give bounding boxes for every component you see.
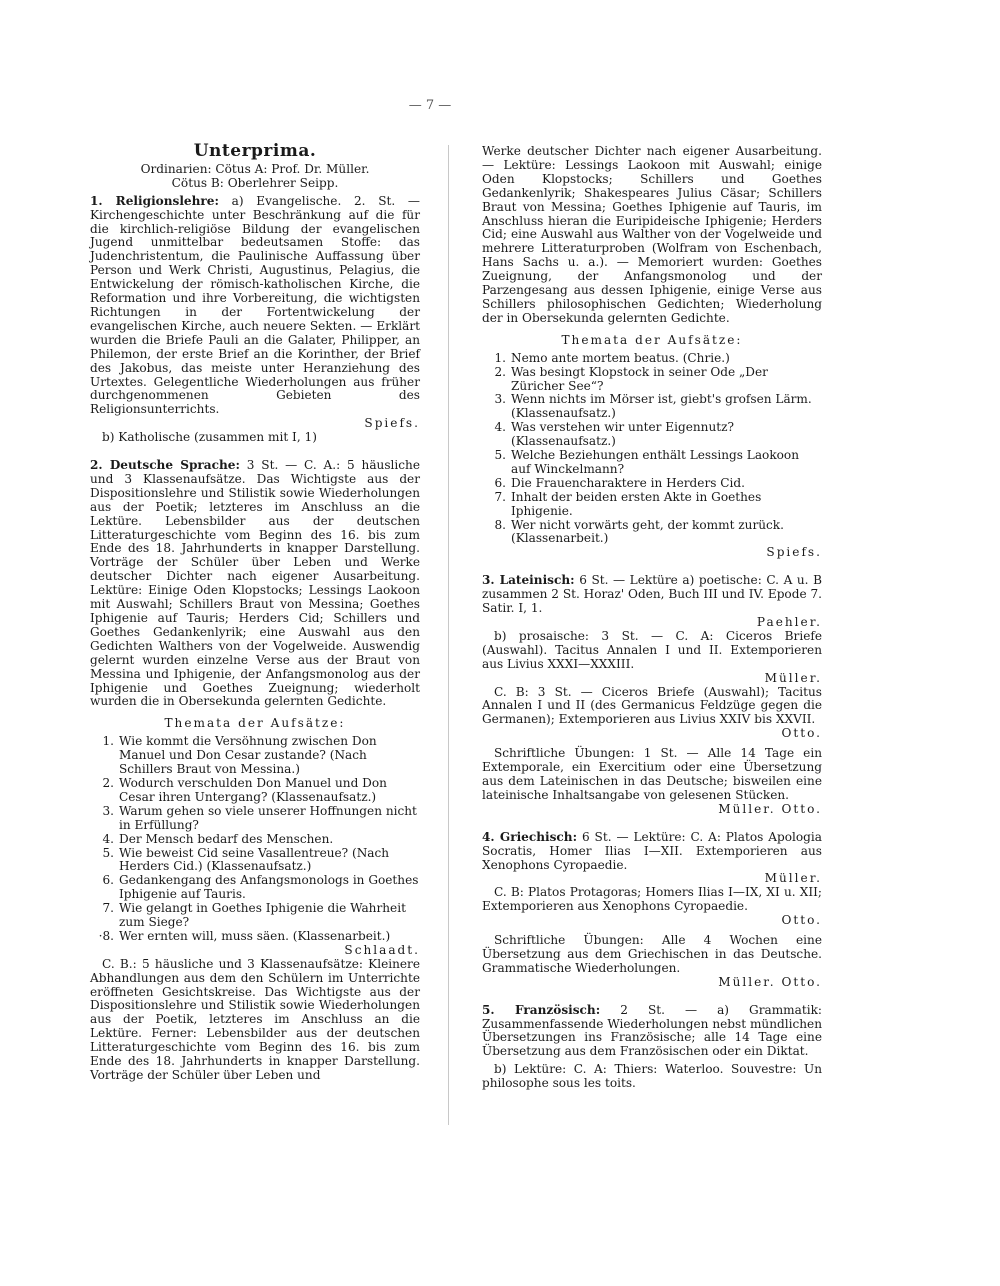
latein-teacher-a: Paehler. — [756, 615, 822, 629]
class-title: Unterprima. — [193, 141, 317, 161]
list-item: 6. Gedankengang des Anfangsmonologs in Goethes Iphigenie auf Tauris. — [102, 873, 419, 902]
religion-heading: 1. Religionslehre: — [90, 193, 219, 208]
list-item: 7. Inhalt der beiden ersten Akte in Goethes Iphigenie. — [494, 489, 762, 518]
griechisch-teacher-schriftlich: Müller. Otto. — [718, 974, 822, 989]
latein-schriftlich: Schriftliche Übungen: 1 St. — Alle 14 Tage ein Extemporale, ein Exercitium oder eine Übersetzung aus dem Lateinischen in das Deutsche; bisweilen eine lateinische Inhaltsangabe von gelesenen Stücken. — [482, 746, 822, 802]
griechisch-teacher-b: Otto. — [781, 913, 822, 928]
griechisch-heading: 4. Griechisch: — [482, 829, 578, 844]
latein-text-b: b) prosaische: 3 St. — C. A: Ciceros Briefe (Auswahl). Tacitus Annalen I und II. Extemporieren aus Livius XXXI—XXXIII. — [482, 628, 822, 671]
latein-teacher-cb: Otto. — [781, 726, 822, 741]
deutsch-paragraph — [90, 459, 420, 709]
deutsch-coetus-b: C. B.: 5 häusliche und 3 Klassenaufsätze: Kleinere Abhandlungen aus dem den Schülern im Unterrichte eröffneten Gesichtskreise. Das Wichtigste aus der Dispositionslehre und Stilistik sowie Wiederholungen aus der Poetik, letzteres im Anschluss an die Lektüre. Ferner: Lebensbilder aus der deutschen Litteraturgeschichte vom Beginn des 16. bis zum Ende des 18. Jahrhunderts in knapper Darstellung. Vorträge der Schüler über Leben und — [90, 956, 420, 1082]
deutsch-continuation: Werke deutscher Dichter nach eigener Ausarbeitung. — Lektüre: Lessings Laokoon mit Auswahl; einige Oden Klopstocks; Schillers und Goethes Gedankenlyrik; Shakespeares Julius Cäsar; Schillers Braut von Messina; Goethes Iphigenie auf Tauris, im Anschluss hieran die Euripideische Iphigenie; Herders Cid; eine Auswahl aus Walther von der Vogelweide und mehrere Litteraturproben (Wolfram von Eschenbach, Hans Sachs u. a.). — Memoriert wurden: Goethes Zueignung, der Anfangsmonolog und der Parzengesang aus dessen Iphigenie, einige Verse aus Schillers philosophischen Gedichten; Wiederholung der in Obersekunda gelernten Gedichte. — [482, 144, 822, 325]
griechisch-text-b: C. B: Platos Protagoras; Homers Ilias I—IX, XI u. XII; Extemporieren aus Xenophons Cyropaedie. — [482, 885, 822, 914]
deutsch-heading: 2. Deutsche Sprache: — [90, 458, 240, 473]
deutsch-themata-title: Themata der Aufsätze: — [164, 716, 346, 731]
list-item: 8. Wer nicht vorwärts geht, der kommt zurück. (Klassenarbeit.) — [494, 517, 784, 546]
list-item: 4. Was verstehen wir unter Eigennutz? (Klassenaufsatz.) — [494, 420, 734, 449]
deutsch-themata-list — [90, 735, 420, 944]
section-religion — [90, 195, 420, 445]
latein-text-cb: C. B: 3 St. — Ciceros Briefe (Auswahl); Tacitus Annalen I und II (des Germanicus Feldzüge gegen die Germanen); Extemporieren aus Livius XXIV bis XXVII. — [482, 684, 822, 727]
franz-text-a: 2 St. — a) Grammatik: Zusammenfassende Wiederholungen nebst mündlichen Übersetzungen ins Französische; alle 14 Tage eine Übersetzung aus dem Französischen oder ein Diktat. — [482, 1002, 822, 1059]
griechisch-paragraph — [482, 831, 822, 873]
list-item: 2. Wodurch verschulden Don Manuel und Don Cesar ihren Untergang? (Klassenaufsatz.) — [102, 775, 387, 804]
section-griechisch — [482, 831, 822, 990]
left-column — [90, 141, 420, 1083]
right-themata-title: Themata der Aufsätze: — [561, 332, 743, 347]
latein-heading: 3. Lateinisch: — [482, 573, 575, 588]
column-divider — [448, 145, 449, 1125]
griechisch-text-a: 6 St. — Lektüre: C. A: Platos Apologia Socratis, Homer Ilias I—XII. Extemporieren aus Xenophons Cyropaedie. — [482, 829, 822, 872]
latein-paragraph — [482, 574, 822, 616]
ordinarien-line: Ordinarien: Cötus A: Prof. Dr. Müller. — [140, 161, 370, 176]
list-item: 2. Was besingt Klopstock in seiner Ode „Der Züricher See“? — [494, 364, 768, 393]
list-item: 5. Wie beweist Cid seine Vasallentreue? (Nach Herders Cid.) (Klassenaufsatz.) — [102, 845, 390, 874]
religion-text: a) Evangelische. 2. St. — Kirchengeschichte unter Beschränkung auf die für die kirchlich-religiöse Bildung der evangelischen Jugend unmittelbar bedeutsamen Stoffe: das Judenchristentum, die Paulinische Auffassung über Person und Werk Christi, Augustinus, Pelagius, die Entwickelung der römisch-katholischen Kirche, die Reformation und ihre Vorbereitung, die wichtigsten Richtungen in der Fortentwickelung der evangelischen Kirche, auch neuere Sekten. — Erklärt wurden die Briefe Pauli an die Galater, Philipper, an Philemon, der erste Brief an die Korinther, der Brief des Jakobus, das meiste unter Heranziehung des Urtextes. Gelegentliche Wiederholungen aus früher durchgenommenen Gebieten des Religionsunterrichts. — [90, 193, 420, 417]
list-item: ·8. Wer ernten will, muss säen. (Klassenarbeit.) — [98, 928, 391, 943]
list-item: 3. Warum gehen so viele unserer Hoffnungen nicht in Erfüllung? — [102, 803, 417, 832]
list-item: 1. Wie kommt die Versöhnung zwischen Don Manuel und Don Cesar zustande? (Nach Schillers Braut von Messina.) — [102, 734, 377, 777]
griechisch-schriftlich: Schriftliche Übungen: Alle 4 Wochen eine Übersetzung aus dem Griechischen in das Deutsche. Grammatische Wiederholungen. — [482, 933, 822, 975]
list-item: 1. Nemo ante mortem beatus. (Chrie.) — [494, 350, 730, 365]
griechisch-teacher-a: Müller. — [764, 871, 822, 886]
section-franzoesisch — [482, 1004, 822, 1091]
coetus-b-line: Cötus B: Oberlehrer Seipp. — [171, 175, 339, 190]
deutsch-teacher: Schlaadt. — [344, 942, 420, 957]
right-themata-teacher: Spiefs. — [766, 545, 822, 560]
religion-paragraph — [90, 195, 420, 418]
franz-heading: 5. Französisch: — [482, 1002, 601, 1017]
list-item: 5. Welche Beziehungen enthält Lessings Laokoon auf Winckelmann? — [494, 448, 799, 476]
franz-paragraph — [482, 1004, 822, 1060]
list-item: 4. Der Mensch bedarf des Menschen. — [102, 831, 334, 846]
list-item: 7. Wie gelangt in Goethes Iphigenie die Wahrheit zum Siege? — [102, 901, 406, 930]
list-item: 6. Die Frauencharaktere in Herders Cid. — [494, 475, 745, 490]
religion-teacher: Spiefs. — [364, 416, 420, 431]
page-number: — 7 — — [408, 98, 452, 113]
list-item: 3. Wenn nichts im Mörser ist, giebt's grofsen Lärm. (Klassenaufsatz.) — [494, 392, 812, 421]
religion-catholic: b) Katholische (zusammen mit I, 1) — [102, 430, 317, 445]
right-themata-list — [482, 352, 822, 547]
section-latein — [482, 574, 822, 816]
latein-text-a: 6 St. — Lektüre a) poetische: C. A u. B zusammen 2 St. Horaz' Oden, Buch III und IV. Epode 7. Satir. I, 1. — [482, 573, 822, 616]
latein-teacher-schriftlich: Müller. Otto. — [718, 801, 822, 816]
franz-text-b: b) Lektüre: C. A: Thiers: Waterloo. Souvestre: Un philosophe sous les toits. — [482, 1062, 822, 1091]
latein-teacher-b: Müller. — [764, 670, 822, 685]
right-column — [482, 145, 822, 1091]
section-deutsch — [90, 459, 420, 1083]
deutsch-text: 3 St. — C. A.: 5 häusliche und 3 Klassenaufsätze. Das Wichtigste aus der Dispositionslehre und Stilistik sowie Wiederholungen aus der Poetik; letzteres im Anschluss an die Lektüre. Lebensbilder aus der deutschen Litteraturgeschichte vom Beginn des 16. bis zum Ende des 18. Jahrhunderts in knapper Darstellung. Vorträge der Schüler über Leben und Werke deutscher Dichter nach eigener Ausarbeitung. Lektüre: Einige Oden Klopstocks; Lessings Laokoon mit Auswahl; Schillers Braut von Messina; Goethes Iphigenie auf Tauris; Herders Cid; Schillers und Goethes Gedankenlyrik; eine Auswahl aus den Gedichten Walthers von der Vogelweide. Auswendig gelernt wurden einzelne Verse aus der Braut von Messina und Iphigenie, der Anfangsmonolog aus der Iphigenie und Goethes Zueignung; wiederholt wurden die in Obersekunda gelernten Gedichte. — [90, 458, 420, 709]
